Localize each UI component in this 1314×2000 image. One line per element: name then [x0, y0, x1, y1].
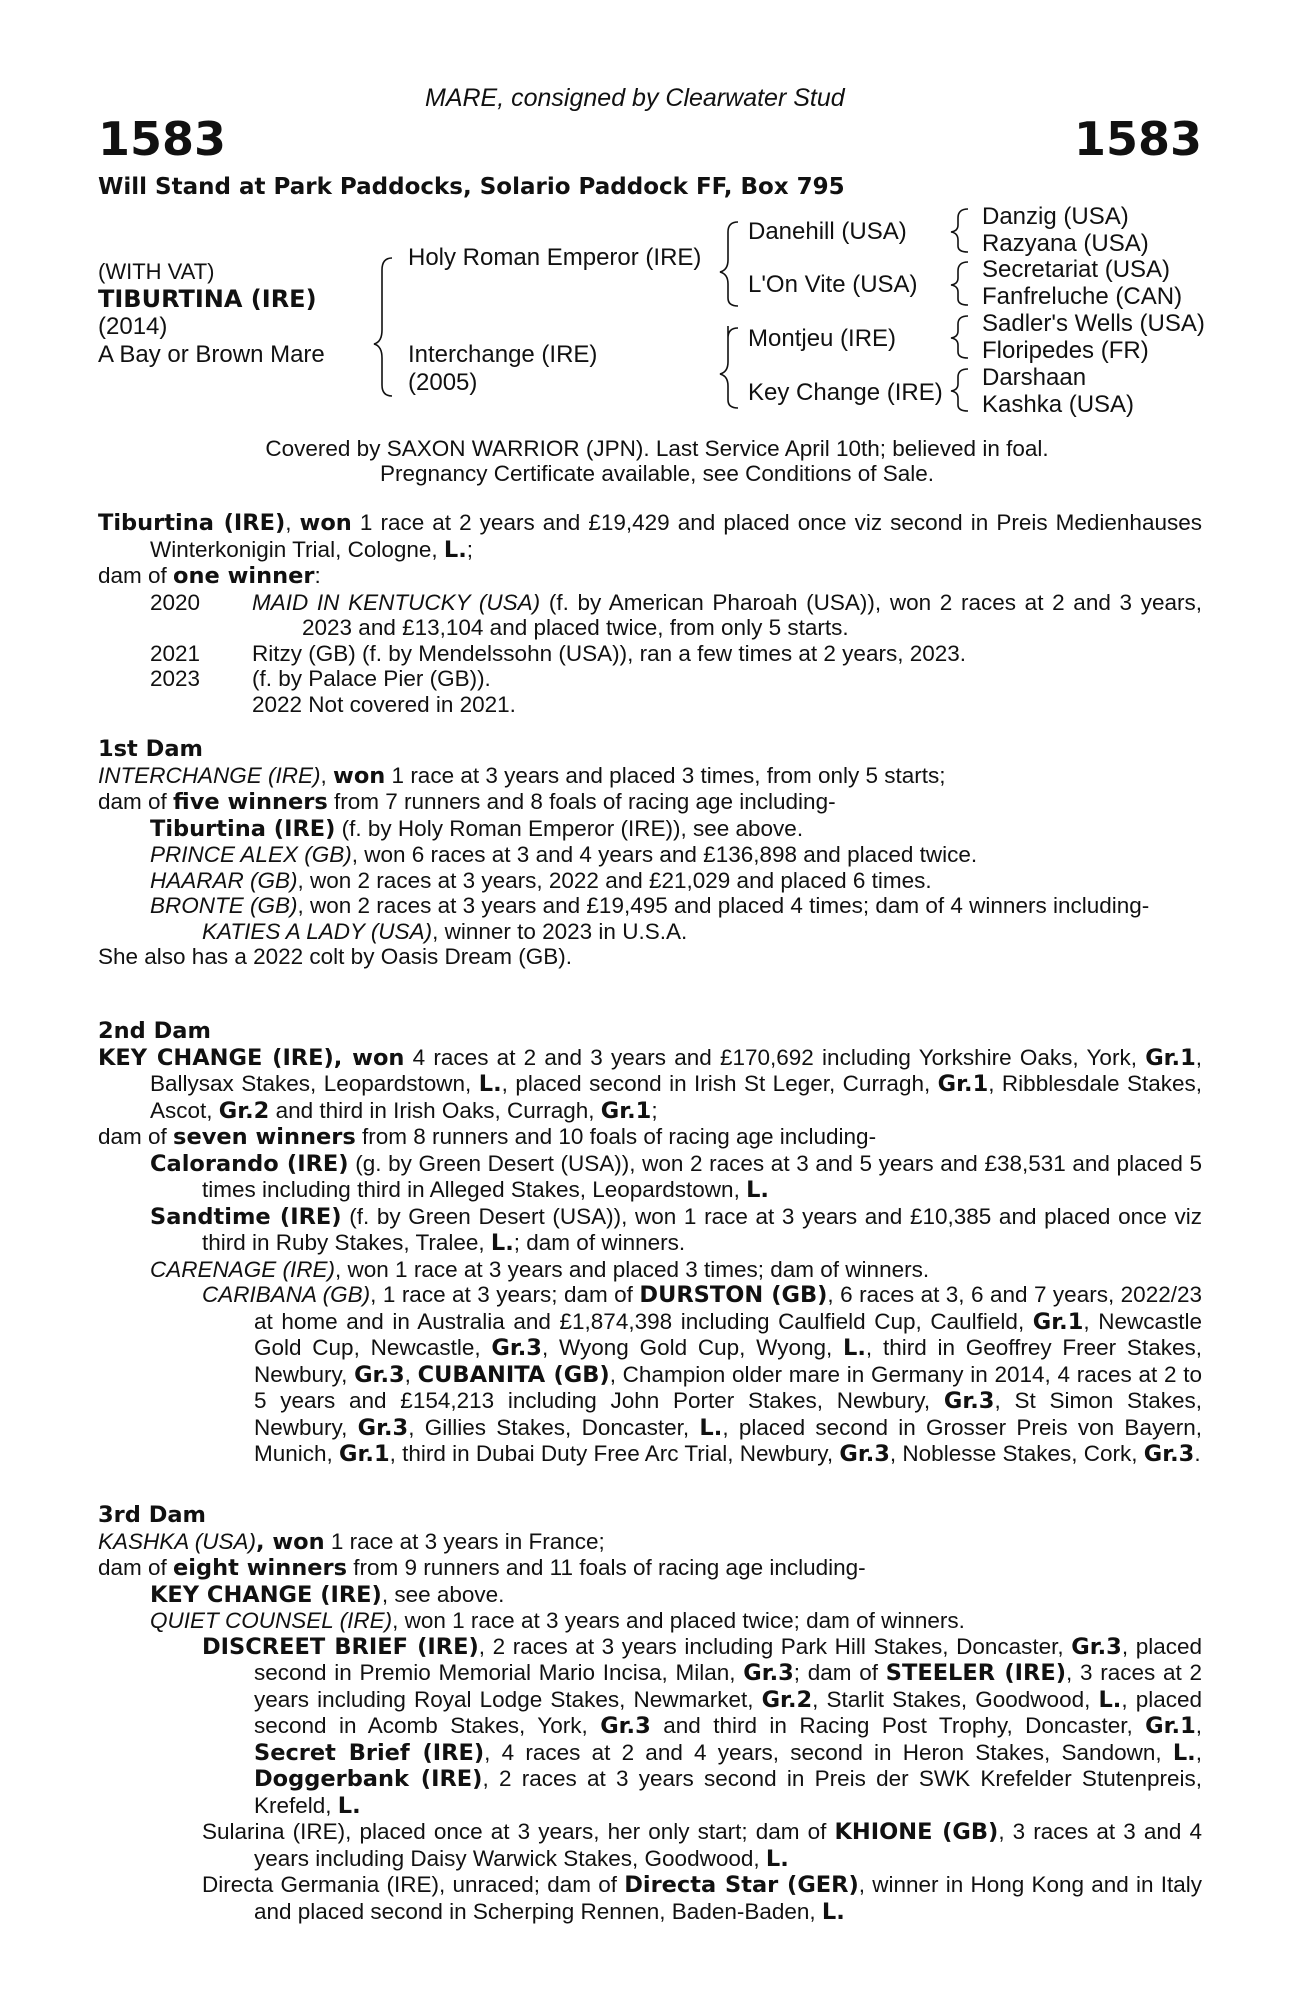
progeny-record: Ritzy (GB) (f. by Mendelssohn (USA)), ran a few times at 2 years, 2023. [252, 640, 967, 666]
text: (g. by Green Desert (USA)), won 2 races at 3 and 5 years and £38,531 and placed 5 times including third in Alleged Stakes, Leopardstown, [202, 1150, 1202, 1202]
text: , Ribblesdale Stakes, Ascot, [150, 1071, 1202, 1123]
great-grandparent: Darshaan [982, 364, 1087, 391]
grandparent: L'On Vite (USA) [748, 271, 918, 298]
offspring-name: DURSTON (GB) [639, 1282, 828, 1308]
grade-label: Gr.1 [937, 1071, 989, 1097]
text: , won 1 race at 3 years and placed twice; dam of winners. [392, 1608, 965, 1633]
progeny-record: (f. by American Pharoah (USA)), won 2 races at 2 and 3 years, 2023 and £13,104 and placed twice, from only 5 starts. [302, 589, 1202, 640]
text: (f. by Holy Roman Emperor (IRE)), see above. [335, 815, 804, 841]
winners-count: five winners [173, 789, 328, 815]
grade-label: Gr.3 [491, 1335, 542, 1361]
offspring-name: CUBANITA (GB) [417, 1361, 610, 1388]
text: from 8 runners and 10 foals of racing age including- [355, 1124, 877, 1149]
text: ; [651, 1097, 658, 1123]
text: ; dam of winners. [513, 1230, 686, 1255]
grandparent: Danehill (USA) [748, 218, 907, 245]
won-label: won [299, 510, 352, 536]
offspring-name: BRONTE (GB) [150, 893, 298, 918]
progeny-year: 2021 [150, 640, 201, 666]
pregnancy-line: Pregnancy Certificate available, see Conditions of Sale. [379, 461, 935, 486]
great-grandparent: Razyana (USA) [982, 230, 1149, 257]
horse-description: A Bay or Brown Mare [98, 341, 325, 368]
text: , placed second in Acomb Stakes, York, [254, 1686, 1202, 1738]
text: , placed second in Irish St Leger, Curragh, [501, 1071, 938, 1096]
grade-label: Gr.1 [600, 1097, 652, 1124]
third-dam-section [98, 1503, 1202, 1925]
text: , Noblesse Stakes, Cork, [889, 1441, 1144, 1466]
section-heading: 1st Dam [98, 736, 203, 762]
dam-name: INTERCHANGE (IRE) [98, 762, 321, 788]
offspring-name: HAARAR (GB) [150, 867, 298, 893]
text: , 1 race at 3 years; dam of [370, 1282, 640, 1307]
grade-label: Gr.1 [1032, 1308, 1084, 1335]
grade-label: Gr.3 [600, 1713, 651, 1739]
progeny-row [98, 641, 1202, 667]
grade-label: L. [746, 1177, 769, 1203]
text: , Ballysax Stakes, Leopardstown, [150, 1044, 1203, 1096]
grade-label: Gr.1 [1145, 1713, 1196, 1739]
offspring-name: Secret Brief (IRE) [254, 1739, 485, 1766]
text: , won 6 races at 3 and 4 years and £136,898 and placed twice. [351, 842, 978, 867]
grade-label: Gr.3 [354, 1361, 405, 1388]
text: , won 2 races at 3 years and £19,495 and placed 4 times; dam of 4 winners including- [297, 893, 1150, 918]
won-label: , won [255, 1528, 325, 1555]
text: , 6 races at 3, 6 and 7 years, 2022/23 at home and in Australia and £1,874,398 including Caulfield Cup, Caulfield, [254, 1282, 1202, 1334]
text: , Champion older mare in Germany in 2014, 4 races at 2 to 5 years and £154,213 including John Porter Stakes, Newbury, [254, 1361, 1202, 1413]
grade-label: L. [490, 1230, 514, 1256]
location-line: Will Stand at Park Paddocks, Solario Paddock FF, Box 795 [98, 174, 845, 200]
offspring-name: QUIET COUNSEL (IRE) [150, 1608, 393, 1633]
text: , Gillies Stakes, Doncaster, [408, 1414, 700, 1440]
grade-label: L. [765, 1845, 789, 1872]
text: , won 1 race at 3 years and placed 3 times; dam of winners. [335, 1256, 930, 1282]
text: , 2 races at 3 years second in Preis der SWK Krefelder Stutenpreis, Krefeld, [254, 1766, 1202, 1818]
grade-label: Gr.3 [1143, 1441, 1195, 1467]
also-note: She also has a 2022 colt by Oasis Dream (GB). [98, 944, 572, 969]
grade-label: Gr.3 [839, 1441, 890, 1467]
grade-label: Gr.1 [1145, 1044, 1196, 1071]
offspring-name: DISCREET BRIEF (IRE) [202, 1633, 479, 1660]
text: , see above. [381, 1581, 505, 1607]
great-grandparent: Floripedes (FR) [982, 337, 1149, 364]
text: , 3 races at 3 and 4 years including Daisy Warwick Stakes, Goodwood, [254, 1819, 1203, 1871]
text: 1 race at 3 years in France; [324, 1528, 605, 1554]
horse-year: (2014) [98, 313, 168, 340]
grade-label: Gr.3 [1071, 1633, 1122, 1660]
text: and third in Irish Oaks, Curragh, [269, 1097, 601, 1123]
progeny-year: 2020 [150, 589, 201, 615]
horse-name: TIBURTINA (IRE) [98, 285, 317, 313]
grade-label: Gr.3 [943, 1388, 995, 1414]
grade-label: L. [821, 1898, 845, 1925]
text: from 9 runners and 11 foals of racing age including- [347, 1555, 866, 1580]
text: , Wyong Gold Cup, Wyong, [541, 1335, 844, 1360]
won-label: , won [333, 1044, 405, 1071]
text: ; [466, 536, 474, 562]
text: from 7 runners and 8 foals of racing age including- [327, 789, 836, 814]
offspring-name: Tiburtina (IRE) [150, 815, 336, 842]
great-grandparent: Danzig (USA) [982, 203, 1129, 230]
offspring-name: KHIONE (GB) [834, 1819, 999, 1845]
text: , [1195, 1739, 1202, 1765]
mare-record [98, 510, 1202, 717]
text: Directa Germania (IRE), unraced; dam of [202, 1872, 625, 1897]
text: , third in Dubai Duty Free Arc Trial, Newbury, [389, 1441, 840, 1466]
lot-number-left: 1583 [98, 112, 227, 166]
text: dam of [98, 1124, 174, 1149]
grade-label: L. [443, 536, 467, 563]
section-heading: 2nd Dam [98, 1018, 211, 1044]
grade-label: Gr.3 [743, 1660, 794, 1686]
grade-label: Gr.2 [761, 1686, 813, 1713]
great-grandparent: Sadler's Wells (USA) [982, 310, 1205, 337]
text: dam of [98, 563, 174, 588]
text: , 4 races at 2 and 4 years, second in Heron Stakes, Sandown, [484, 1739, 1173, 1765]
text: Sularina (IRE), placed once at 3 years, her only start; dam of [202, 1819, 835, 1844]
offspring-name: KEY CHANGE (IRE) [150, 1581, 382, 1608]
text: 1 race at 3 years and placed 3 times, from only 5 starts; [385, 762, 946, 788]
text: , winner to 2023 in U.S.A. [432, 918, 688, 944]
lot-number-right: 1583 [1073, 112, 1202, 166]
dam-name: KASHKA (USA) [98, 1528, 256, 1554]
vat-label: (WITH VAT) [98, 259, 215, 284]
offspring-name: CARENAGE (IRE) [150, 1256, 336, 1282]
great-grandparent: Kashka (USA) [982, 391, 1135, 418]
text: 4 races at 2 and 3 years and £170,692 including Yorkshire Oaks, York, [404, 1044, 1146, 1070]
section-heading: 3rd Dam [98, 1502, 206, 1528]
grade-label: Gr.3 [357, 1414, 409, 1441]
offspring-name: PRINCE ALEX (GB) [150, 842, 352, 867]
offspring-name: Doggerbank (IRE) [254, 1766, 483, 1792]
dam-name: KEY CHANGE (IRE) [98, 1044, 334, 1071]
progeny-row [98, 590, 1202, 641]
dam-year: (2005) [408, 369, 478, 396]
text: , 2 races at 3 years including Park Hill Stakes, Doncaster, [478, 1633, 1072, 1659]
mare-name: Tiburtina (IRE) [98, 510, 286, 536]
progeny-row [98, 666, 1202, 692]
dam-name: Interchange (IRE) [408, 341, 598, 368]
offspring-name: STEELER (IRE) [885, 1660, 1067, 1686]
text: , placed second in Premio Memorial Mario Incisa, Milan, [254, 1633, 1202, 1685]
text: , Newcastle Gold Cup, Newcastle, [254, 1308, 1202, 1360]
grade-label: L. [1098, 1686, 1122, 1713]
second-dam-section [98, 1019, 1202, 1468]
text: ; dam of [793, 1660, 886, 1685]
first-dam-section: 1st Dam INTERCHANGE (IRE), won 1 race at 3 years and placed 3 times, from only 5 starts; dam of five winners from 7 runners and 8 foals of racing age including- Tiburtina (IRE) (f. by Holy Roman Emperor (IRE)), see above. PRINCE ALEX (GB), won 6 races at 3 and 4 years and £136,898 and placed twice. HAARAR (GB), won 2 races at 3 years, 2022 and £21,029 and placed 6 times. BRONTE (GB), won 2 races at 3 years and £19,495 and placed 4 times; dam of 4 winners including- KATIES A LADY (USA), winner to 2023 in U.S.A. She also has a 2022 colt by Oasis Dream (GB). [98, 737, 1202, 970]
text: , [404, 1361, 418, 1387]
not-covered-note: 2022 Not covered in 2021. [252, 691, 516, 717]
text: and third in Racing Post Trophy, Doncaster, [650, 1713, 1146, 1738]
progeny-year: 2023 [150, 666, 201, 691]
text: , placed second in Grosser Preis von Bayern, Munich, [254, 1414, 1202, 1466]
consignor-line: MARE, consigned by Clearwater Stud [425, 84, 845, 112]
text: , [285, 510, 300, 535]
grandparent: Montjeu (IRE) [748, 325, 897, 352]
grade-label: L. [1172, 1739, 1196, 1766]
sire-name: Holy Roman Emperor (IRE) [408, 244, 702, 271]
progeny-name: MAID IN KENTUCKY (USA) [252, 589, 541, 615]
text: (f. by Green Desert (USA)), won 1 race at 3 years and £10,385 and placed once viz third in Ruby Stakes, Tralee, [202, 1203, 1203, 1255]
won-label: won [333, 762, 386, 789]
offspring-name: CARIBANA (GB) [202, 1282, 371, 1307]
text: , Starlit Stakes, Goodwood, [812, 1686, 1099, 1712]
grandparent: Key Change (IRE) [748, 379, 943, 406]
winners-count: seven winners [173, 1124, 356, 1150]
text: 1 race at 2 years and £19,429 and placed once viz second in Preis Medienhauses Winterkonigin Trial, Cologne, [150, 510, 1202, 562]
offspring-name: Calorando (IRE) [150, 1150, 349, 1177]
text: : [314, 563, 321, 588]
grade-label: L. [843, 1335, 866, 1361]
covering-line: Covered by SAXON WARRIOR (JPN). Last Service April 10th; believed in foal. [265, 436, 1049, 461]
text: , won 2 races at 3 years, 2022 and £21,029 and placed 6 times. [297, 867, 932, 893]
winners-count: one winner [173, 563, 315, 589]
progeny-record: (f. by Palace Pier (GB)). [252, 666, 491, 691]
grade-label: L. [699, 1414, 723, 1441]
winners-count: eight winners [173, 1555, 348, 1581]
text: . [1194, 1441, 1201, 1466]
grade-label: L. [337, 1792, 361, 1819]
great-grandparent: Fanfreluche (CAN) [982, 283, 1183, 310]
great-grandparent: Secretariat (USA) [982, 256, 1171, 283]
offspring-name: Directa Star (GER) [624, 1872, 859, 1898]
text: , St Simon Stakes, Newbury, [254, 1388, 1203, 1440]
text: , [1195, 1713, 1202, 1738]
grade-label: L. [478, 1071, 502, 1097]
text: dam of [98, 789, 174, 814]
text: , 3 races at 2 years including Royal Lodge Stakes, Newmarket, [254, 1660, 1202, 1712]
text: , third in Geoffrey Freer Stakes, Newbury, [254, 1335, 1202, 1387]
text: , winner in Hong Kong and in Italy and placed second in Scherping Rennen, Baden-Baden, [254, 1872, 1202, 1924]
grade-label: Gr.2 [218, 1097, 270, 1124]
grade-label: Gr.1 [339, 1441, 390, 1467]
offspring-name: Sandtime (IRE) [150, 1203, 342, 1230]
text: dam of [98, 1555, 174, 1580]
offspring-name: KATIES A LADY (USA) [202, 918, 433, 944]
